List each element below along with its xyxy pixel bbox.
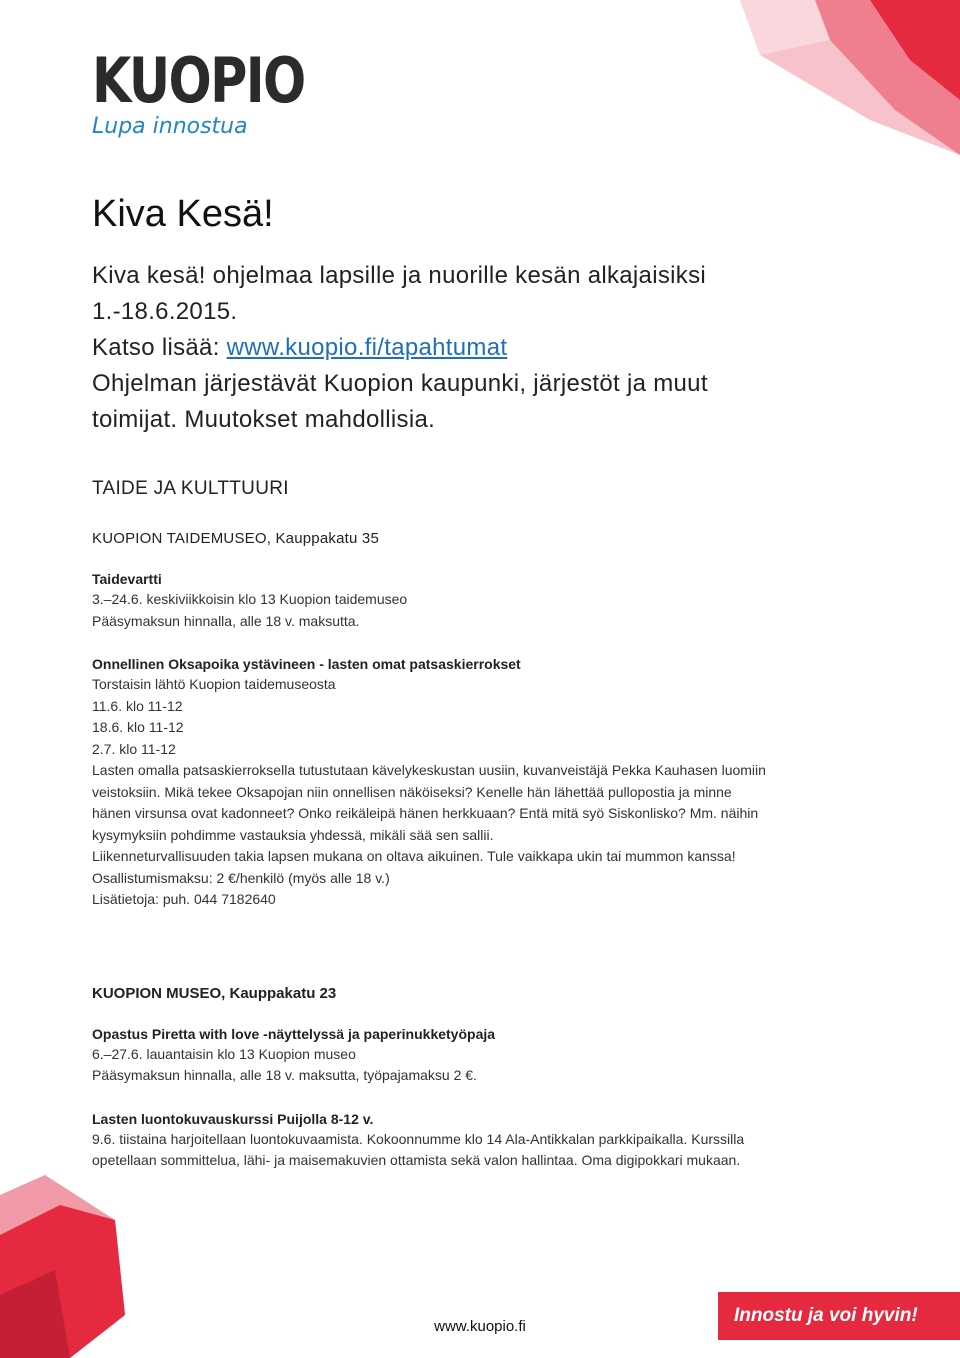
event-line: 18.6. klo 11-12 xyxy=(92,719,184,735)
event-title: Opastus Piretta with love -näyttelyssä ja paperinukketyöpaja xyxy=(92,1025,496,1042)
intro-line: toimijat. Muutokset mahdollisia. xyxy=(92,406,436,433)
event-line: hänen virsunsa ovat kadonneet? Onko reikäleipä hänen herkkuaan? Entä mitä syö Siskonlisko? Mm. näihin xyxy=(92,805,759,821)
event-line: veistoksiin. Mikä tekee Oksapojan niin onnellisen näköiseksi? Kenelle hän lähettää pullopostia ja minne xyxy=(92,783,732,800)
event-line: Lasten omalla patsaskierroksella tutustutaan kävelykeskustan uusiin, kuvanveistäjä Pekka Kauhasen luomiin xyxy=(92,762,766,778)
event-line: 2.7. klo 11-12 xyxy=(92,740,176,757)
page-title: Kiva Kesä! xyxy=(92,193,274,235)
events-link[interactable]: www.kuopio.fi/tapahtumat xyxy=(226,334,508,361)
event-line: Pääsymaksun hinnalla, alle 18 v. maksutta, työpajamaksu 2 €. xyxy=(92,1067,477,1083)
kuopio-logo xyxy=(92,44,351,139)
intro-line: Ohjelman järjestävät Kuopion kaupunki, järjestöt ja muut xyxy=(92,370,708,397)
event-title: Taidevartti xyxy=(92,571,162,587)
event-line: 3.–24.6. keskiviikkoisin klo 13 Kuopion taidemuseo xyxy=(92,591,408,607)
document-body xyxy=(92,192,882,1172)
event-line: Liikenneturvallisuuden takia lapsen mukana on oltava aikuinen. Tule vaikkapa ukin tai mummon kanssa! xyxy=(92,848,736,864)
event-line: Osallistumismaksu: 2 €/henkilö (myös alle 18 v.) xyxy=(92,869,390,886)
section-heading: TAIDE JA KULTTUURI xyxy=(92,478,289,499)
logo-slogan: Lupa innostua xyxy=(92,114,248,139)
event-line: 9.6. tiistaina harjoitellaan luontokuvaamista. Kokoonnumme klo 14 Ala-Antikkalan parkkipaikalla. Kurssilla xyxy=(92,1130,745,1147)
event-line: kysymyksiin pohdimme vastauksia yhdessä, mikäli sää sen sallii. xyxy=(92,826,494,843)
event-line: 11.6. klo 11-12 xyxy=(92,697,183,714)
event-title: Onnellinen Oksapoika ystävineen - lasten omat patsaskierrokset xyxy=(92,656,521,672)
venue-heading: KUOPION MUSEO, Kauppakatu 23 xyxy=(92,984,337,1002)
top-right-decoration xyxy=(720,0,960,160)
event-line: 6.–27.6. lauantaisin klo 13 Kuopion museo xyxy=(92,1045,356,1062)
footer-url[interactable]: www.kuopio.fi xyxy=(434,1318,526,1335)
event-title: Lasten luontokuvauskurssi Puijolla 8-12 v. xyxy=(92,1110,374,1127)
event-line: Torstaisin lähtö Kuopion taidemuseosta xyxy=(92,676,336,692)
event-line: Lisätietoja: puh. 044 7182640 xyxy=(92,891,276,907)
intro-line: 1.-18.6.2015. xyxy=(92,298,238,325)
venue-heading: KUOPION TAIDEMUSEO, Kauppakatu 35 xyxy=(92,530,379,547)
logo-word: KUOPIO xyxy=(92,44,305,117)
intro-text xyxy=(92,258,882,438)
event-line: opetellaan sommittelua, lähi- ja maisemakuvien ottamista sekä valon hallintaa. Oma digipokkari mukaan. xyxy=(92,1152,741,1168)
event-line: Pääsymaksun hinnalla, alle 18 v. maksutta. xyxy=(92,612,360,629)
footer-slogan-badge: Innostu ja voi hyvin! xyxy=(718,1292,960,1340)
intro-prefix: Katso lisää: xyxy=(92,334,227,361)
intro-line xyxy=(92,330,882,366)
intro-line: Kiva kesä! ohjelmaa lapsille ja nuorille kesän alkajaisiksi xyxy=(92,262,706,289)
